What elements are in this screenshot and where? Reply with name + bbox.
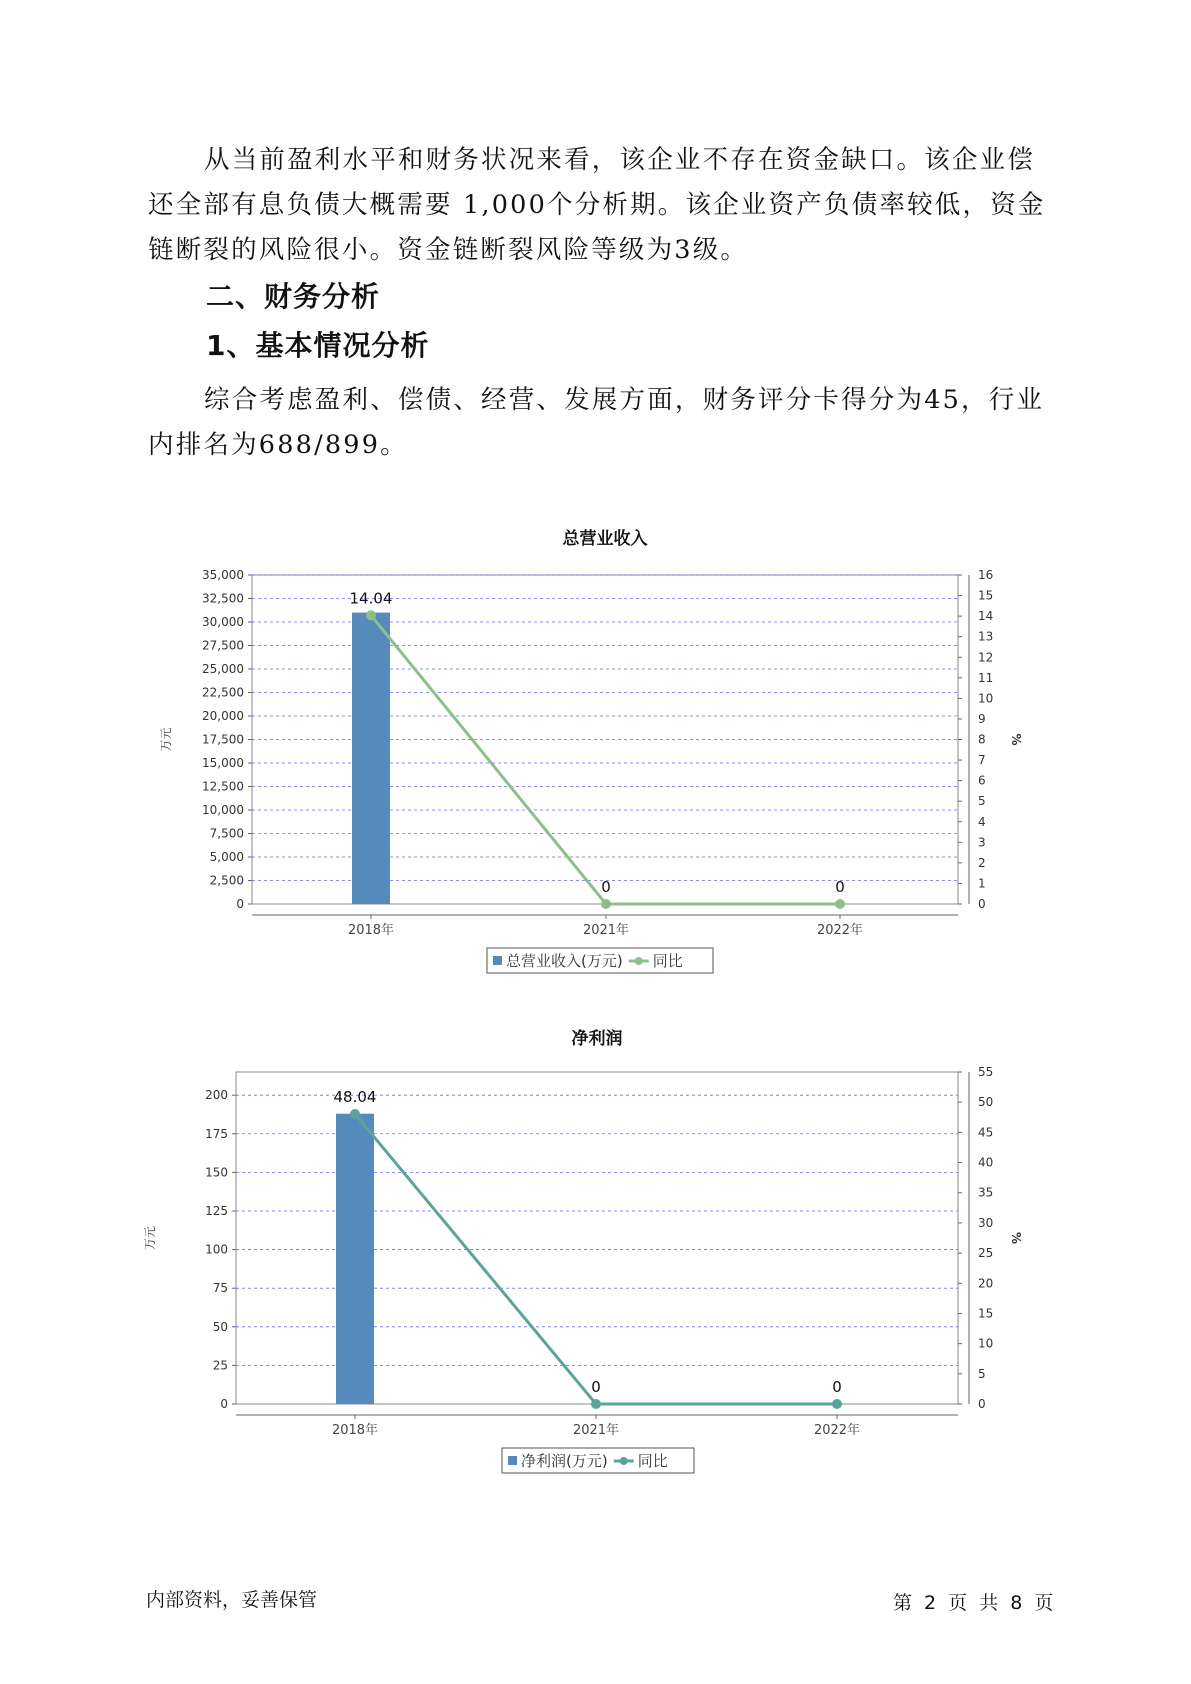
y2-tick-label: 15 [978,588,994,603]
y-tick-label: 200 [205,1088,228,1103]
y-tick-label: 5,000 [209,850,244,864]
y2-tick-label: 55 [978,1065,994,1079]
score-paragraph [148,378,1048,468]
line-point-3 [835,899,845,909]
section-heading: 二、财务分析 [206,280,381,313]
y2-tick-label: 10 [978,1336,994,1351]
y2-tick-label: 20 [978,1276,994,1291]
y2-tick-label: 11 [978,670,994,685]
y2-tick-label: 12 [978,650,994,665]
footer-page-number: 第 2 页 共 8 页 [893,1592,1054,1614]
footer-confidential: 内部资料，妥善保管 [146,1589,318,1611]
legend [487,948,713,973]
y2-tick-label: 0 [978,897,986,911]
chart-title: 净利润 [571,1029,623,1049]
line-point-1 [350,1109,360,1119]
y2-axis-label: % [1009,1231,1023,1245]
x-tick-label: 2021年 [582,923,630,938]
x-tick-label: 2021年 [572,1423,620,1438]
y-tick-label: 27,500 [202,638,244,653]
line-point-2 [591,1399,601,1409]
y-axis-label: 万元 [143,1225,157,1251]
legend-line-label: 同比 [637,1452,668,1470]
legend-line-marker [620,1457,628,1465]
chart-title: 总营业收入 [562,529,648,549]
legend-bar-swatch [493,956,502,965]
x-tick-label: 2022年 [816,923,864,938]
y2-tick-label: 7 [978,753,986,768]
x-tick-label: 2018年 [331,1423,379,1438]
net-profit-chart [0,1020,1191,1480]
y-tick-label: 32,500 [202,591,244,606]
data-label-2: 0 [601,878,611,896]
y2-tick-label: 14 [978,609,994,624]
y-tick-label: 0 [220,1397,228,1411]
score-text: 综合考虑盈利、偿债、经营、发展方面，财务评分卡得分为45，行业内排名为688/899。 [148,385,1045,460]
line-point-3 [832,1399,842,1409]
y-axis-label: 万元 [159,727,173,752]
legend-bar-label: 总营业收入(万元) [506,952,623,970]
bar-1 [352,613,390,904]
y2-tick-label: 6 [978,773,986,788]
data-label-1: 48.04 [333,1088,377,1107]
subsection-heading: 1、基本情况分析 [206,329,430,362]
x-tick-label: 2018年 [347,923,395,938]
y2-tick-label: 35 [978,1185,994,1200]
y2-tick-label: 0 [978,1397,986,1411]
data-label-1: 14.04 [349,589,393,608]
y-tick-label: 25 [212,1358,228,1373]
y-tick-label: 75 [212,1281,228,1296]
y-tick-label: 7,500 [209,826,244,841]
y2-tick-label: 10 [978,691,994,706]
y-tick-label: 22,500 [202,685,244,700]
y2-tick-label: 16 [978,568,994,582]
y2-tick-label: 25 [978,1246,994,1261]
y-tick-label: 2,500 [209,873,244,888]
legend-line-label: 同比 [652,952,683,970]
legend [502,1448,694,1473]
y2-tick-label: 1 [978,876,986,891]
data-label-2: 0 [591,1378,601,1396]
y2-tick-label: 45 [978,1125,994,1140]
y-tick-label: 17,500 [202,732,244,747]
y-tick-label: 125 [205,1203,228,1218]
y-tick-label: 25,000 [202,662,244,676]
y-tick-label: 0 [236,897,244,911]
line-point-1 [366,610,376,620]
revenue-chart [0,520,1191,970]
y2-tick-label: 13 [978,629,994,644]
y-tick-label: 100 [205,1242,228,1257]
y-tick-label: 10,000 [202,803,244,817]
y-tick-label: 50 [212,1319,228,1334]
y2-tick-label: 3 [978,835,986,850]
y2-tick-label: 8 [978,732,986,747]
summary-text: 从当前盈利水平和财务状况来看，该企业不存在资金缺口。该企业偿还全部有息负债大概需要 1,000个分析期。该企业资产负债率较低，资金链断裂的风险很小。资金链断裂风险等级为3级。 [148,145,1046,265]
y-tick-label: 20,000 [202,709,244,723]
y2-tick-label: 5 [978,794,986,809]
data-label-3: 0 [835,878,845,896]
summary-paragraph [148,138,1048,273]
x-tick-label: 2022年 [813,1423,861,1438]
y-tick-label: 12,500 [202,779,244,794]
y2-axis-label: % [1009,733,1023,746]
bar-1 [336,1114,374,1404]
data-label-3: 0 [832,1378,842,1396]
line-point-2 [601,899,611,909]
y2-tick-label: 30 [978,1215,994,1230]
y2-tick-label: 2 [978,855,986,870]
legend-line-marker [635,957,643,965]
y-tick-label: 150 [205,1165,228,1180]
y-tick-label: 15,000 [202,756,244,770]
y2-tick-label: 4 [978,814,986,829]
y-tick-label: 175 [205,1126,228,1141]
y2-tick-label: 40 [978,1155,994,1170]
y2-tick-label: 50 [978,1095,994,1110]
y-tick-label: 35,000 [202,568,244,582]
legend-bar-label: 净利润(万元) [521,1452,608,1470]
y2-tick-label: 5 [978,1366,986,1381]
y-tick-label: 30,000 [202,615,244,629]
y2-tick-label: 9 [978,711,986,726]
legend-bar-swatch [508,1456,517,1465]
y2-tick-label: 15 [978,1306,994,1321]
